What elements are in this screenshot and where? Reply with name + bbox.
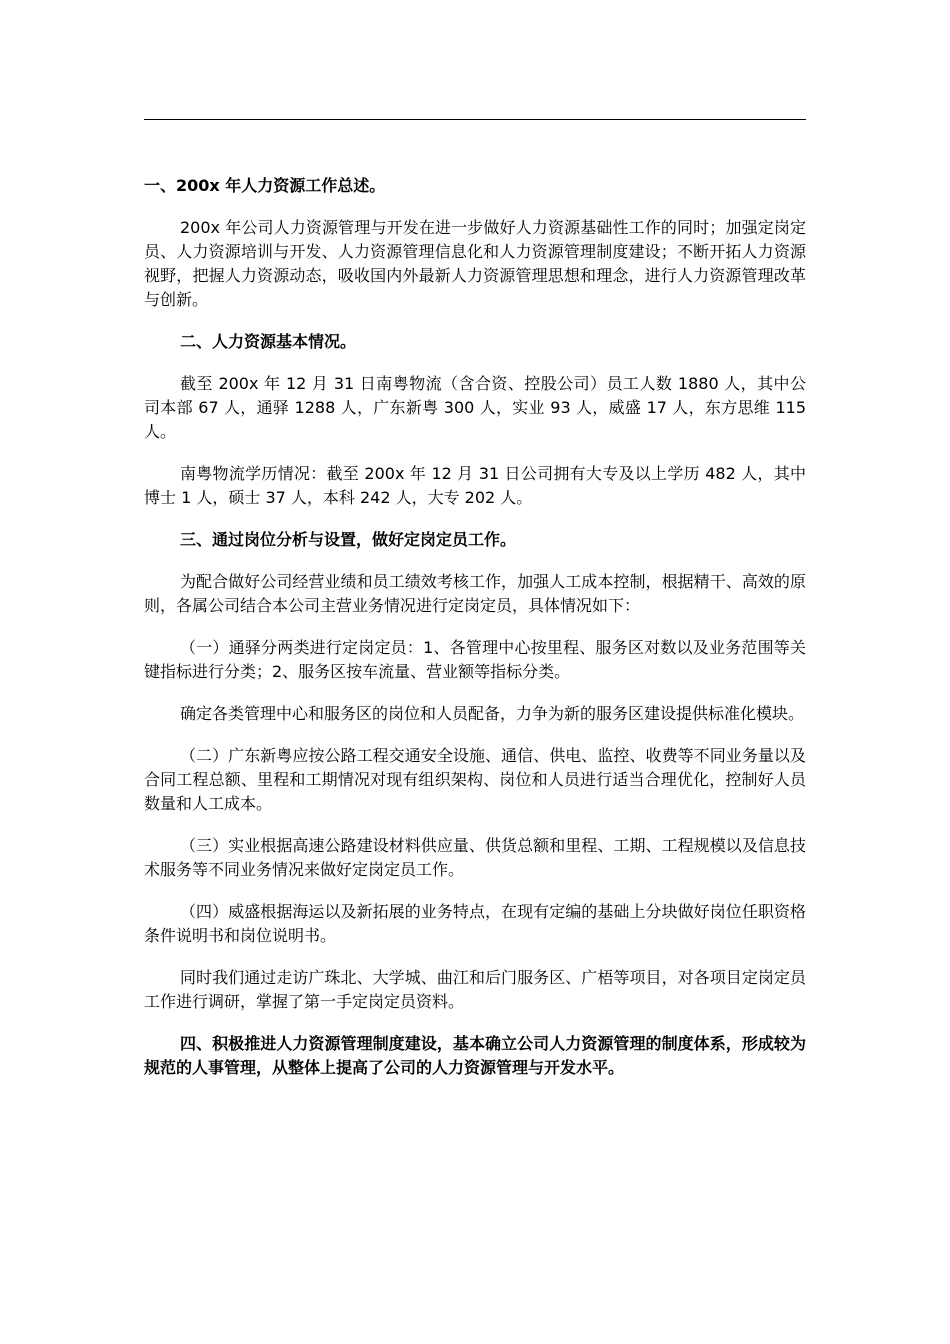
paragraph-item-4: （四）威盛根据海运以及新拓展的业务特点，在现有定编的基础上分块做好岗位任职资格条件说明书和岗位说明书。: [144, 902, 806, 945]
section-heading-3: 三、通过岗位分析与设置，做好定岗定员工作。: [180, 530, 517, 549]
paragraph-item-1: （一）通驿分两类进行定岗定员：1、各管理中心按里程、服务区对数以及业务范围等关键指标进行分类；2、服务区按车流量、营业额等指标分类。: [144, 638, 806, 681]
section-heading-2: 二、人力资源基本情况。: [180, 332, 357, 351]
paragraph-item-3: （三）实业根据高速公路建设材料供应量、供货总额和里程、工期、工程规模以及信息技术服务等不同业务情况来做好定岗定员工作。: [144, 836, 806, 879]
paragraph-item-2: （二）广东新粤应按公路工程交通安全设施、通信、供电、监控、收费等不同业务量以及合同工程总额、里程和工期情况对现有组织架构、岗位和人员进行适当合理优化，控制好人员数量和人工成本。: [144, 746, 806, 813]
paragraph-education: 南粤物流学历情况：截至 200x 年 12 月 31 日公司拥有大专及以上学历 482 人，其中博士 1 人，硕士 37 人，本科 242 人，大专 202 人。: [144, 464, 806, 507]
section-heading-1: 一、200x 年人力资源工作总述。: [144, 176, 386, 195]
document-body: [144, 174, 806, 1080]
header-rule: [144, 119, 806, 120]
paragraph-staffing-intro: 为配合做好公司经营业绩和员工绩效考核工作，加强人工成本控制，根据精干、高效的原则，各属公司结合本公司主营业务情况进行定岗定员，具体情况如下：: [144, 572, 806, 615]
section-heading-4: 四、积极推进人力资源管理制度建设，基本确立公司人力资源管理的制度体系，形成较为规范的人事管理，从整体上提高了公司的人力资源管理与开发水平。: [144, 1034, 806, 1077]
paragraph-item-1-detail: 确定各类管理中心和服务区的岗位和人员配备，力争为新的服务区建设提供标准化模块。: [180, 704, 805, 723]
paragraph-research: 同时我们通过走访广珠北、大学城、曲江和后门服务区、广梧等项目，对各项目定岗定员工作进行调研，掌握了第一手定岗定员资料。: [144, 968, 806, 1011]
paragraph-headcount: 截至 200x 年 12 月 31 日南粤物流（含合资、控股公司）员工人数 1880 人，其中公司本部 67 人，通驿 1288 人，广东新粤 300 人，实业 93 人，威盛 17 人，东方思维 115 人。: [144, 374, 806, 441]
paragraph-overview: 200x 年公司人力资源管理与开发在进一步做好人力资源基础性工作的同时；加强定岗定员、人力资源培训与开发、人力资源管理信息化和人力资源管理制度建设；不断开拓人力资源视野，把握人力资源动态，吸收国内外最新人力资源管理思想和理念，进行人力资源管理改革与创新。: [144, 218, 806, 309]
